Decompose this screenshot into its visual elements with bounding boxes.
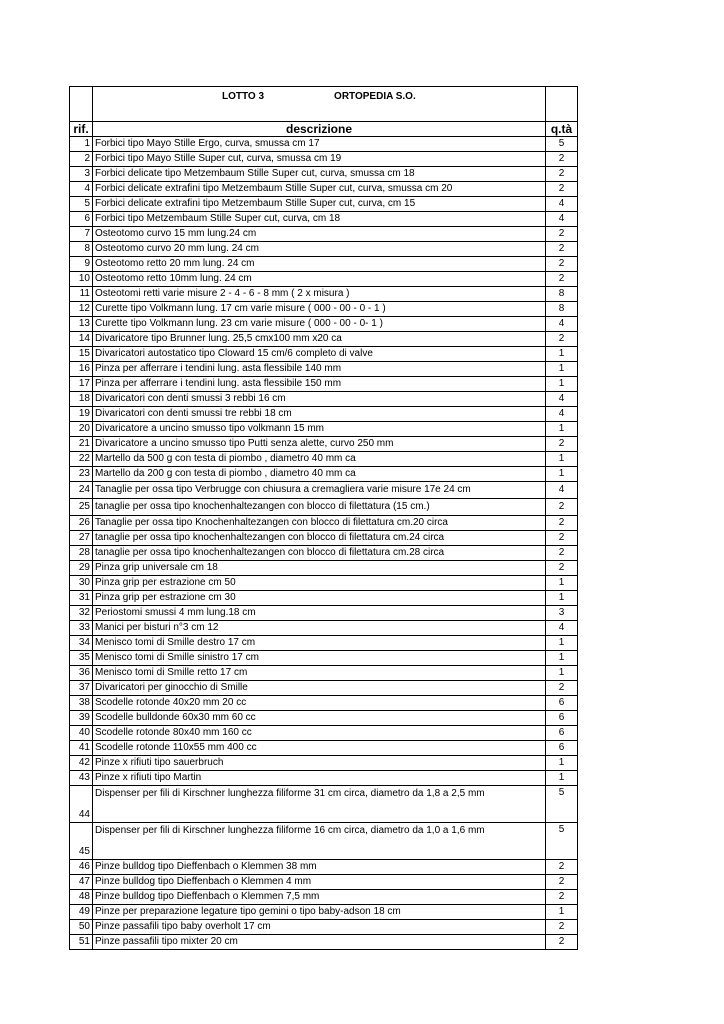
table-row (70, 499, 578, 516)
table-row (70, 482, 578, 499)
table-row (70, 182, 578, 197)
rif-cell: 22 (70, 452, 93, 467)
rif-cell: 25 (70, 499, 93, 516)
rif-cell: 15 (70, 347, 93, 362)
table-row (70, 227, 578, 242)
description-cell: Pinza grip per estrazione cm 50 (93, 576, 546, 591)
table-row (70, 272, 578, 287)
quantity-cell: 1 (546, 467, 578, 482)
rif-cell: 11 (70, 287, 93, 302)
description-cell: Osteotomo curvo 15 mm lung.24 cm (93, 227, 546, 242)
table-row (70, 452, 578, 467)
description-cell: Pinza grip universale cm 18 (93, 561, 546, 576)
description-cell: Menisco tomi di Smille destro 17 cm (93, 636, 546, 651)
table-row (70, 860, 578, 875)
table-row (70, 636, 578, 651)
description-cell: Divaricatore a uncino smusso tipo volkmann 15 mm (93, 422, 546, 437)
quantity-cell: 8 (546, 287, 578, 302)
description-cell: tanaglie per ossa tipo knochenhaltezangen con blocco di filettatura (15 cm.) (93, 499, 546, 516)
rif-cell: 26 (70, 516, 93, 531)
description-cell: Forbici tipo Metzembaum Stille Super cut, curva, cm 18 (93, 212, 546, 227)
quantity-cell: 2 (546, 257, 578, 272)
table-row (70, 167, 578, 182)
description-cell: Tanaglie per ossa tipo Knochenhaltezangen con blocco di filettatura cm.20 circa (93, 516, 546, 531)
table-row (70, 696, 578, 711)
description-cell: Pinze passafili tipo baby overholt 17 cm (93, 920, 546, 935)
quantity-cell: 2 (546, 875, 578, 890)
rif-cell: 12 (70, 302, 93, 317)
quantity-cell: 4 (546, 621, 578, 636)
description-cell: Divaricatori per ginocchio di Smille (93, 681, 546, 696)
quantity-cell: 4 (546, 482, 578, 499)
description-cell: Curette tipo Volkmann lung. 23 cm varie misure ( 000 - 00 - 0- 1 ) (93, 317, 546, 332)
description-cell: Martello da 500 g con testa di piombo , diametro 40 mm ca (93, 452, 546, 467)
table-row (70, 392, 578, 407)
quantity-cell: 2 (546, 167, 578, 182)
description-cell: Pinze bulldog tipo Dieffenbach o Klemmen 7,5 mm (93, 890, 546, 905)
quantity-cell: 1 (546, 347, 578, 362)
quantity-cell: 2 (546, 332, 578, 347)
table-row (70, 591, 578, 606)
rif-cell: 30 (70, 576, 93, 591)
title-cell-empty-right (546, 87, 578, 122)
quantity-cell: 2 (546, 860, 578, 875)
rif-cell: 51 (70, 935, 93, 950)
quantity-cell: 1 (546, 905, 578, 920)
rif-cell: 19 (70, 407, 93, 422)
description-cell: Menisco tomi di Smille retto 17 cm (93, 666, 546, 681)
quantity-cell: 1 (546, 576, 578, 591)
rif-cell: 43 (70, 771, 93, 786)
table-row (70, 257, 578, 272)
quantity-cell: 5 (546, 786, 578, 823)
rif-cell: 50 (70, 920, 93, 935)
table-row (70, 786, 578, 823)
description-cell: Forbici tipo Mayo Stille Super cut, curva, smussa cm 19 (93, 152, 546, 167)
rif-cell: 48 (70, 890, 93, 905)
table-row (70, 546, 578, 561)
quantity-cell: 4 (546, 407, 578, 422)
rif-cell: 34 (70, 636, 93, 651)
table-row (70, 362, 578, 377)
description-cell: tanaglie per ossa tipo knochenhaltezangen con blocco di filettatura cm.24 circa (93, 531, 546, 546)
rif-cell: 23 (70, 467, 93, 482)
rif-cell: 36 (70, 666, 93, 681)
rif-cell: 27 (70, 531, 93, 546)
description-cell: Forbici delicate tipo Metzembaum Stille Super cut, curva, smussa cm 18 (93, 167, 546, 182)
description-cell: tanaglie per ossa tipo knochenhaltezangen con blocco di filettatura cm.28 circa (93, 546, 546, 561)
quantity-cell: 1 (546, 666, 578, 681)
table-row (70, 516, 578, 531)
table-row (70, 771, 578, 786)
rif-cell: 24 (70, 482, 93, 499)
rif-cell: 3 (70, 167, 93, 182)
table-row (70, 711, 578, 726)
table-row (70, 377, 578, 392)
table-row (70, 531, 578, 546)
quantity-cell: 1 (546, 636, 578, 651)
description-cell: Divaricatore a uncino smusso tipo Putti senza alette, curvo 250 mm (93, 437, 546, 452)
table-row (70, 137, 578, 152)
description-cell: Forbici delicate extrafini tipo Metzembaum Stille Super cut, curva, cm 15 (93, 197, 546, 212)
description-cell: Dispenser per fili di Kirschner lunghezza filiforme 31 cm circa, diametro da 1,8 a 2,5 mm (93, 786, 546, 823)
title-cell-empty-left (70, 87, 93, 122)
header-qta: q.tà (546, 122, 578, 137)
description-cell: Forbici delicate extrafini tipo Metzembaum Stille Super cut, curva, smussa cm 20 (93, 182, 546, 197)
rif-cell: 47 (70, 875, 93, 890)
header-descrizione: descrizione (93, 122, 546, 137)
description-cell: Periostomi smussi 4 mm lung.18 cm (93, 606, 546, 621)
description-cell: Divaricatori con denti smussi 3 rebbi 16 cm (93, 392, 546, 407)
description-cell: Osteotomo retto 20 mm lung. 24 cm (93, 257, 546, 272)
rif-cell: 13 (70, 317, 93, 332)
table-row (70, 212, 578, 227)
description-cell: Osteotomo retto 10mm lung. 24 cm (93, 272, 546, 287)
description-cell: Osteotomi retti varie misure 2 - 4 - 6 - 8 mm ( 2 x misura ) (93, 287, 546, 302)
rif-cell: 5 (70, 197, 93, 212)
rif-cell: 8 (70, 242, 93, 257)
description-cell: Scodelle rotonde 40x20 mm 20 cc (93, 696, 546, 711)
rif-cell: 10 (70, 272, 93, 287)
table-row (70, 467, 578, 482)
description-cell: Pinze bulldog tipo Dieffenbach o Klemmen 38 mm (93, 860, 546, 875)
quantity-cell: 2 (546, 531, 578, 546)
rif-cell: 49 (70, 905, 93, 920)
quantity-cell: 5 (546, 137, 578, 152)
description-cell: Forbici tipo Mayo Stille Ergo, curva, smussa cm 17 (93, 137, 546, 152)
quantity-cell: 8 (546, 302, 578, 317)
description-cell: Tanaglie per ossa tipo Verbrugge con chiusura a cremagliera varie misure 17e 24 cm (93, 482, 546, 499)
table-row (70, 875, 578, 890)
table-row (70, 302, 578, 317)
table-row (70, 935, 578, 950)
quantity-cell: 1 (546, 591, 578, 606)
rif-cell: 32 (70, 606, 93, 621)
table-row (70, 561, 578, 576)
description-cell: Scodelle bulldonde 60x30 mm 60 cc (93, 711, 546, 726)
rif-cell: 37 (70, 681, 93, 696)
quantity-cell: 1 (546, 651, 578, 666)
description-cell: Divaricatore tipo Brunner lung. 25,5 cmx100 mm x20 ca (93, 332, 546, 347)
description-cell: Curette tipo Volkmann lung. 17 cm varie misure ( 000 - 00 - 0 - 1 ) (93, 302, 546, 317)
table-row (70, 905, 578, 920)
rif-cell: 29 (70, 561, 93, 576)
rif-cell: 31 (70, 591, 93, 606)
quantity-cell: 6 (546, 711, 578, 726)
rif-cell: 38 (70, 696, 93, 711)
title-cell (93, 87, 546, 122)
rif-cell: 28 (70, 546, 93, 561)
quantity-cell: 2 (546, 890, 578, 905)
lotto-title: LOTTO 3 (222, 91, 265, 102)
table-row (70, 666, 578, 681)
table-row (70, 332, 578, 347)
description-cell: Manici per bisturi n°3 cm 12 (93, 621, 546, 636)
quantity-cell: 1 (546, 377, 578, 392)
table-row (70, 651, 578, 666)
category-title: ORTOPEDIA S.O. (334, 91, 416, 102)
table-row (70, 407, 578, 422)
table-row (70, 823, 578, 860)
rif-cell: 42 (70, 756, 93, 771)
quantity-cell: 2 (546, 681, 578, 696)
title-row (70, 87, 578, 122)
table-row (70, 287, 578, 302)
rif-cell: 41 (70, 741, 93, 756)
table-row (70, 197, 578, 212)
rif-cell: 45 (70, 823, 93, 860)
description-cell: Pinze per preparazione legature tipo gemini o tipo baby-adson 18 cm (93, 905, 546, 920)
quantity-cell: 4 (546, 197, 578, 212)
rif-cell: 18 (70, 392, 93, 407)
quantity-cell: 2 (546, 152, 578, 167)
quantity-cell: 2 (546, 242, 578, 257)
quantity-cell: 2 (546, 935, 578, 950)
table-row (70, 621, 578, 636)
quantity-cell: 2 (546, 272, 578, 287)
description-cell: Divaricatori con denti smussi tre rebbi 18 cm (93, 407, 546, 422)
quantity-cell: 2 (546, 516, 578, 531)
quantity-cell: 2 (546, 561, 578, 576)
rif-cell: 7 (70, 227, 93, 242)
rif-cell: 1 (70, 137, 93, 152)
table-row (70, 756, 578, 771)
description-cell: Pinze bulldog tipo Dieffenbach o Klemmen 4 mm (93, 875, 546, 890)
table-row (70, 422, 578, 437)
table-row (70, 152, 578, 167)
rif-cell: 4 (70, 182, 93, 197)
description-cell: Martello da 200 g con testa di piombo , diametro 40 mm ca (93, 467, 546, 482)
quantity-cell: 2 (546, 437, 578, 452)
table-row (70, 576, 578, 591)
rif-cell: 40 (70, 726, 93, 741)
rif-cell: 16 (70, 362, 93, 377)
table-row (70, 437, 578, 452)
quantity-cell: 5 (546, 823, 578, 860)
quantity-cell: 3 (546, 606, 578, 621)
quantity-cell: 6 (546, 696, 578, 711)
description-cell: Pinza per afferrare i tendini lung. asta flessibile 150 mm (93, 377, 546, 392)
description-cell: Menisco tomi di Smille sinistro 17 cm (93, 651, 546, 666)
rif-cell: 21 (70, 437, 93, 452)
quantity-cell: 4 (546, 212, 578, 227)
table-row (70, 726, 578, 741)
table-row (70, 317, 578, 332)
rif-cell: 20 (70, 422, 93, 437)
quantity-cell: 1 (546, 771, 578, 786)
table-row (70, 890, 578, 905)
quantity-cell: 1 (546, 422, 578, 437)
description-cell: Pinze x rifiuti tipo sauerbruch (93, 756, 546, 771)
description-cell: Dispenser per fili di Kirschner lunghezza filiforme 16 cm circa, diametro da 1,0 a 1,6 mm (93, 823, 546, 860)
quantity-cell: 6 (546, 741, 578, 756)
description-cell: Pinza grip per estrazione cm 30 (93, 591, 546, 606)
rif-cell: 46 (70, 860, 93, 875)
quantity-cell: 1 (546, 362, 578, 377)
rif-cell: 6 (70, 212, 93, 227)
description-cell: Divaricatori autostatico tipo Cloward 15 cm/6 completo di valve (93, 347, 546, 362)
table-row (70, 242, 578, 257)
quantity-cell: 4 (546, 317, 578, 332)
description-cell: Osteotomo curvo 20 mm lung. 24 cm (93, 242, 546, 257)
quantity-cell: 6 (546, 726, 578, 741)
quantity-cell: 2 (546, 227, 578, 242)
quantity-cell: 4 (546, 392, 578, 407)
table-row (70, 681, 578, 696)
quantity-cell: 2 (546, 499, 578, 516)
header-row (70, 122, 578, 137)
rif-cell: 2 (70, 152, 93, 167)
quantity-cell: 2 (546, 182, 578, 197)
description-cell: Scodelle rotonde 80x40 mm 160 cc (93, 726, 546, 741)
quantity-cell: 1 (546, 452, 578, 467)
table-row (70, 920, 578, 935)
rif-cell: 14 (70, 332, 93, 347)
rif-cell: 44 (70, 786, 93, 823)
table-row (70, 741, 578, 756)
rif-cell: 33 (70, 621, 93, 636)
description-cell: Scodelle rotonde 110x55 mm 400 cc (93, 741, 546, 756)
rif-cell: 35 (70, 651, 93, 666)
rif-cell: 17 (70, 377, 93, 392)
quantity-cell: 2 (546, 920, 578, 935)
rif-cell: 9 (70, 257, 93, 272)
header-rif: rif. (70, 122, 93, 137)
description-cell: Pinza per afferrare i tendini lung. asta flessibile 140 mm (93, 362, 546, 377)
description-cell: Pinze passafili tipo mixter 20 cm (93, 935, 546, 950)
quantity-cell: 2 (546, 546, 578, 561)
table-row (70, 347, 578, 362)
quantity-cell: 1 (546, 756, 578, 771)
items-table (69, 86, 578, 950)
table-row (70, 606, 578, 621)
description-cell: Pinze x rifiuti tipo Martin (93, 771, 546, 786)
rif-cell: 39 (70, 711, 93, 726)
